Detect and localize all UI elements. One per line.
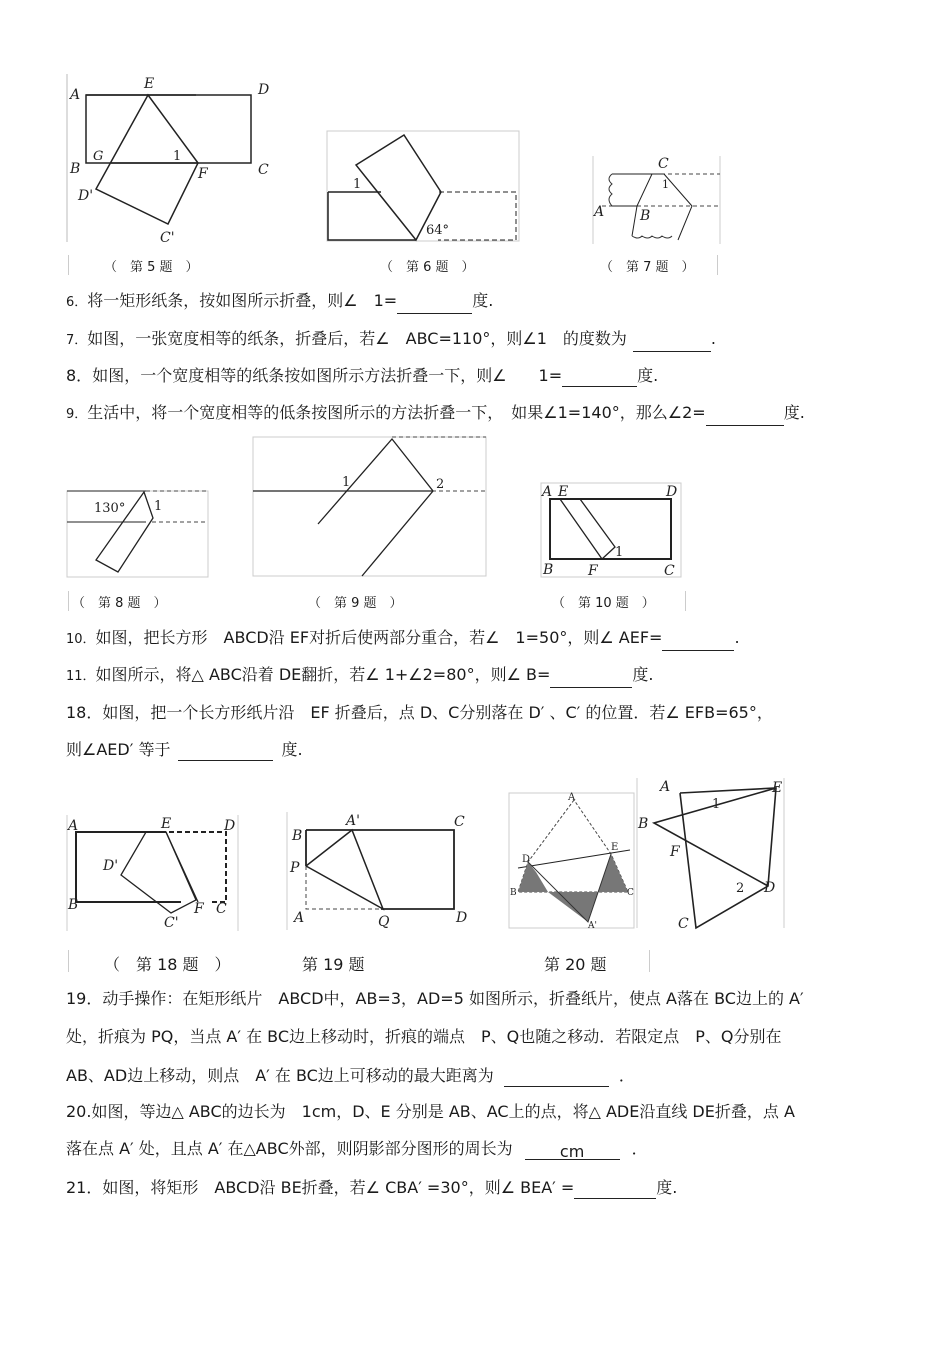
label-C: C [216, 901, 227, 917]
label-F: F [198, 166, 208, 182]
answer-unit: cm [559, 1142, 585, 1161]
angle-130: 130° [94, 501, 126, 516]
label-C: C [454, 814, 465, 830]
label-C: C [627, 888, 634, 898]
label-B: B [70, 161, 81, 177]
question-number: 6． [66, 295, 88, 310]
question-7 [66, 328, 716, 352]
label-1: 1 [662, 178, 669, 191]
angle-64: 64° [426, 223, 450, 238]
question-text-line1: 如图，把一个长方形纸片沿 EF 折叠后，点 D、C分别落在 D′ 、C′ 的位置．若∠ EFB=65°， [102, 703, 773, 722]
figure-q21 [636, 778, 788, 930]
figure-q9 [252, 436, 488, 578]
question-text-line1: 动手操作：在矩形纸片 ABCD中，AB=3，AD=5 如图所示，折叠纸片，使点 A落在 BC边上的 A′ [102, 989, 804, 1008]
label-F: F [588, 563, 598, 579]
label-G: G [93, 149, 104, 164]
label-D: D [764, 880, 776, 896]
question-tail: 度. [783, 403, 805, 422]
answer-blank[interactable] [574, 1180, 656, 1199]
question-number: 21． [66, 1178, 103, 1197]
label-E: E [144, 76, 155, 92]
question-tail: 度. [632, 665, 654, 684]
label-A: A [542, 484, 553, 500]
question-8 [66, 365, 658, 387]
figure-q5 [66, 74, 281, 249]
figure-q7 [592, 156, 722, 246]
label-D: D [224, 818, 236, 834]
figure-q10 [540, 482, 685, 580]
question-19-line3 [66, 1065, 635, 1087]
question-text-line2: 处，折痕为 PQ，当点 A′ 在 BC边上移动时，折痕的端点 P、Q也随之移动．若限定点 P、Q分别在 [66, 1027, 782, 1046]
caption-q20: 第 20 题 [544, 955, 607, 974]
question-number: 19． [66, 989, 103, 1008]
caption-q5: （ 第 5 题 ） [104, 260, 199, 275]
label-P: P [290, 860, 300, 876]
label-C-prime: C' [164, 915, 179, 931]
caption-q6: （ 第 6 题 ） [380, 260, 475, 275]
label-B: B [638, 816, 649, 832]
caption-q7: （ 第 7 题 ） [600, 260, 695, 275]
question-19-line2 [66, 1026, 782, 1048]
label-B: B [543, 562, 554, 578]
label-C-prime: C' [160, 230, 175, 246]
label-A: A [294, 910, 305, 926]
answer-blank[interactable] [633, 333, 711, 352]
label-C: C [678, 916, 689, 930]
label-C: C [664, 563, 675, 579]
question-20 [66, 1101, 795, 1123]
question-number: 9． [66, 407, 88, 422]
question-number: 10． [66, 632, 96, 647]
question-number: 7． [66, 333, 88, 348]
question-18 [66, 702, 773, 724]
question-6 [66, 290, 493, 314]
question-tail: . [734, 628, 740, 647]
caption-q9: （ 第 9 题 ） [308, 596, 403, 611]
label-D-prime: D' [78, 188, 94, 204]
caption-q8: （ 第 8 题 ） [72, 596, 167, 611]
caption-q10: （ 第 10 题 ） [552, 596, 655, 611]
label-D: D [456, 910, 468, 926]
question-tail: . [710, 329, 717, 348]
figure-q19 [286, 812, 481, 932]
figure-q18 [66, 815, 241, 933]
question-text-line2: 则∠AED′ 等于 [66, 740, 171, 759]
figure-q20 [508, 792, 636, 930]
label-E: E [161, 816, 172, 832]
label-1: 1 [342, 475, 351, 490]
question-number: 20. [66, 1102, 92, 1121]
label-B: B [292, 828, 303, 844]
question-11 [66, 664, 653, 688]
label-1: 1 [173, 149, 182, 164]
question-tail: 度. [472, 291, 494, 310]
label-A: A [68, 818, 79, 834]
label-A: A [594, 204, 605, 220]
label-B: B [68, 897, 79, 913]
answer-blank[interactable] [178, 742, 273, 761]
answer-blank[interactable] [397, 295, 472, 314]
label-1: 1 [154, 499, 163, 514]
caption-q19: 第 19 题 [302, 955, 365, 974]
label-E: E [772, 780, 783, 796]
label-C: C [258, 162, 269, 178]
label-D-prime: D' [103, 858, 119, 874]
question-text: 如图所示，将△ ABC沿着 DE翻折，若∠ 1+∠2=80°，则∠ B= [95, 665, 551, 684]
label-D: D [666, 484, 678, 500]
answer-blank[interactable] [706, 407, 784, 426]
question-text: 如图，将矩形 ABCD沿 BE折叠，若∠ CBA′ =30°，则∠ BEA′ = [102, 1178, 575, 1197]
question-number: 11． [66, 669, 96, 684]
answer-blank[interactable] [662, 632, 734, 651]
question-tail: 度. [637, 366, 659, 385]
question-text: 如图，一张宽度相等的纸条，折叠后，若∠ ABC=110°，则∠1 的度数为 [87, 329, 627, 348]
label-2: 2 [436, 477, 445, 492]
label-1: 1 [712, 797, 721, 812]
figure-q8 [66, 490, 211, 580]
question-tail: 度. [281, 740, 303, 759]
question-number: 18． [66, 703, 103, 722]
label-1: 1 [353, 177, 362, 192]
question-10 [66, 627, 740, 651]
question-text-line3: AB、AD边上移动，则点 A′ 在 BC边上可移动的最大距离为 [66, 1066, 494, 1085]
figure-q6 [326, 130, 521, 245]
label-2: 2 [736, 881, 745, 896]
label-B: B [510, 888, 517, 898]
question-18-line2 [66, 739, 303, 761]
answer-blank[interactable] [562, 368, 637, 387]
answer-blank[interactable] [525, 1141, 620, 1160]
label-A: A [568, 792, 576, 803]
label-D: D [522, 854, 531, 865]
label-A-prime: A' [346, 813, 360, 829]
question-19 [66, 988, 804, 1010]
question-number: 8． [66, 366, 93, 385]
label-Q: Q [378, 914, 390, 930]
question-text: 如图，一个宽度相等的纸条按如图所示方法折叠一下，则∠ 1= [92, 366, 563, 385]
label-A: A [660, 779, 671, 795]
label-1: 1 [615, 545, 624, 560]
question-text: 如图，把长方形 ABCD沿 EF对折后使两部分重合，若∠ 1=50°，则∠ AEF= [95, 628, 663, 647]
caption-q18: （ 第 18 题 ） [104, 955, 231, 974]
label-A-prime: A' [588, 921, 597, 930]
question-text-line1: 如图，等边△ ABC的边长为 1cm，D、E 分别是 AB、AC上的点，将△ ADE沿直线 DE折叠，点 A [91, 1102, 795, 1121]
answer-blank[interactable] [504, 1068, 609, 1087]
question-text: 生活中，将一个宽度相等的低条按图所示的方法折叠一下， 如果∠1=140°，那么∠2= [87, 403, 706, 422]
question-21 [66, 1177, 677, 1199]
question-tail: ． [618, 1066, 635, 1085]
question-text-line2: 落在点 A′ 处，且点 A′ 在△ABC外部，则阴影部分图形的周长为 [66, 1139, 513, 1158]
label-E: E [611, 842, 619, 853]
question-20-line2 [66, 1138, 648, 1160]
question-tail: 度. [656, 1178, 678, 1197]
label-B: B [640, 208, 651, 224]
label-F: F [670, 844, 680, 860]
label-D: D [258, 82, 270, 98]
label-E: E [558, 484, 569, 500]
label-A: A [70, 87, 81, 103]
label-F: F [194, 901, 204, 917]
answer-blank[interactable] [550, 669, 632, 688]
question-9 [66, 402, 805, 426]
label-C: C [658, 156, 669, 172]
question-text: 将一矩形纸条，按如图所示折叠，则∠ 1= [87, 291, 398, 310]
question-tail: ． [631, 1139, 648, 1158]
